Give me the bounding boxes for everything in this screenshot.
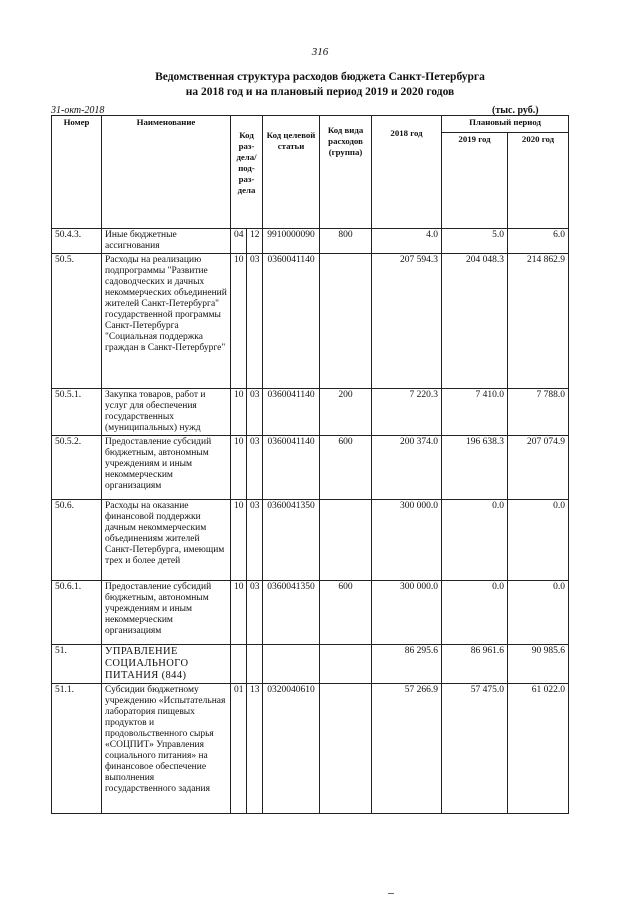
row-number: 50.4.3. [52,229,102,254]
row-target-code: 0320040610 [263,684,320,814]
title-line-1: Ведомственная структура расходов бюджета Санкт-Петербурга [155,71,485,83]
row-amount-2018: 207 594.3 [372,254,442,389]
row-name: Расходы на оказание финансовой поддержки дачным некоммерческим объединениям жителей Санкт-Петербурга, имеющим трех и более детей [102,500,231,581]
header-name: Наименование [102,116,231,229]
row-subsection: 03 [247,500,263,581]
row-amount-2020: 6.0 [508,229,569,254]
row-subsection: 13 [247,684,263,814]
row-section [231,645,247,684]
row-section: 01 [231,684,247,814]
header-section-code: Код раз-дела/ под-раз-дела [231,116,263,229]
row-amount-2018: 7 220.3 [372,389,442,436]
header-2020: 2020 год [508,133,569,229]
table-row [52,436,569,500]
row-name: Предоставление субсидий бюджетным, автономным учреждениям и иным некоммерческим организациям [102,581,231,645]
row-subsection: 03 [247,389,263,436]
row-amount-2019: 196 638.3 [442,436,508,500]
page-number: 316 [311,46,329,58]
row-subsection [247,645,263,684]
row-target-code [263,645,320,684]
row-amount-2019: 5.0 [442,229,508,254]
row-name: Расходы на реализацию подпрограммы "Развитие садоводческих и дачных некоммерческих объединений жителей Санкт-Петербурга" государственной программы Санкт-Петербурга "Социальная поддержка граждан в Санкт-Петербурге" [102,254,231,389]
row-number: 50.5.1. [52,389,102,436]
row-expense-type: 200 [320,389,372,436]
row-amount-2018: 300 000.0 [372,581,442,645]
header-number: Номер [52,116,102,229]
row-number: 50.5.2. [52,436,102,500]
header-planned-period: Плановый период [442,116,569,133]
row-subsection: 03 [247,254,263,389]
row-subsection: 03 [247,436,263,500]
table-row [52,684,569,814]
header-target-code: Код целевой статьи [263,116,320,229]
row-subsection: 12 [247,229,263,254]
row-section: 10 [231,581,247,645]
row-amount-2020: 0.0 [508,581,569,645]
table-row [52,229,569,254]
row-name: Иные бюджетные ассигнования [102,229,231,254]
row-target-code: 0360041350 [263,500,320,581]
row-amount-2018: 300 000.0 [372,500,442,581]
row-amount-2019: 57 475.0 [442,684,508,814]
row-name: Субсидии бюджетному учреждению «Испытательная лаборатория пищевых продуктов и продовольственного сырья «СОЦПИТ» Управления социального питания» на финансовое обеспечение выполнения государственного задания [102,684,231,814]
table-row [52,645,569,684]
row-expense-type: 600 [320,436,372,500]
table-body [52,229,569,814]
row-number: 50.6. [52,500,102,581]
row-name: Предоставление субсидий бюджетным, автономным учреждениям и иным некоммерческим организациям [102,436,231,500]
row-number: 50.6.1. [52,581,102,645]
row-name: Закупка товаров, работ и услуг для обеспечения государственных (муниципальных) нужд [102,389,231,436]
row-amount-2020: 90 985.6 [508,645,569,684]
row-amount-2018: 57 266.9 [372,684,442,814]
table-row [52,389,569,436]
row-amount-2020: 207 074.9 [508,436,569,500]
budget-table [51,115,569,814]
row-expense-type: 800 [320,229,372,254]
row-section: 10 [231,254,247,389]
row-target-code: 0360041140 [263,254,320,389]
row-amount-2020: 0.0 [508,500,569,581]
header-expense-type: Код вида расходов (группа) [320,116,372,229]
row-amount-2018: 200 374.0 [372,436,442,500]
header-2019: 2019 год [442,133,508,229]
row-section: 10 [231,436,247,500]
row-amount-2018: 4.0 [372,229,442,254]
row-amount-2018: 86 295.6 [372,645,442,684]
document-date: 31-окт-2018 [51,105,105,116]
row-section: 10 [231,389,247,436]
row-name: УПРАВЛЕНИЕ СОЦИАЛЬНОГО ПИТАНИЯ (844) [102,645,231,684]
title-line-2: на 2018 год и на плановый период 2019 и 2020 годов [185,86,455,98]
row-subsection: 03 [247,581,263,645]
table-row [52,500,569,581]
row-amount-2019: 86 961.6 [442,645,508,684]
row-amount-2019: 204 048.3 [442,254,508,389]
row-target-code: 9910000090 [263,229,320,254]
row-expense-type [320,645,372,684]
page-title [0,70,640,100]
row-expense-type [320,500,372,581]
row-number: 50.5. [52,254,102,389]
header-2018: 2018 год [372,116,442,229]
row-target-code: 0360041140 [263,389,320,436]
row-number: 51.1. [52,684,102,814]
row-amount-2020: 214 862.9 [508,254,569,389]
row-target-code: 0360041140 [263,436,320,500]
row-amount-2019: 0.0 [442,500,508,581]
row-target-code: 0360041350 [263,581,320,645]
row-amount-2020: 61 022.0 [508,684,569,814]
row-amount-2020: 7 788.0 [508,389,569,436]
row-expense-type [320,684,372,814]
units-label: (тыс. руб.) [492,105,539,116]
footer-mark [388,893,394,894]
row-section: 10 [231,500,247,581]
table-row [52,581,569,645]
row-section: 04 [231,229,247,254]
table-row [52,254,569,389]
row-number: 51. [52,645,102,684]
row-expense-type: 600 [320,581,372,645]
row-amount-2019: 7 410.0 [442,389,508,436]
row-expense-type [320,254,372,389]
row-amount-2019: 0.0 [442,581,508,645]
